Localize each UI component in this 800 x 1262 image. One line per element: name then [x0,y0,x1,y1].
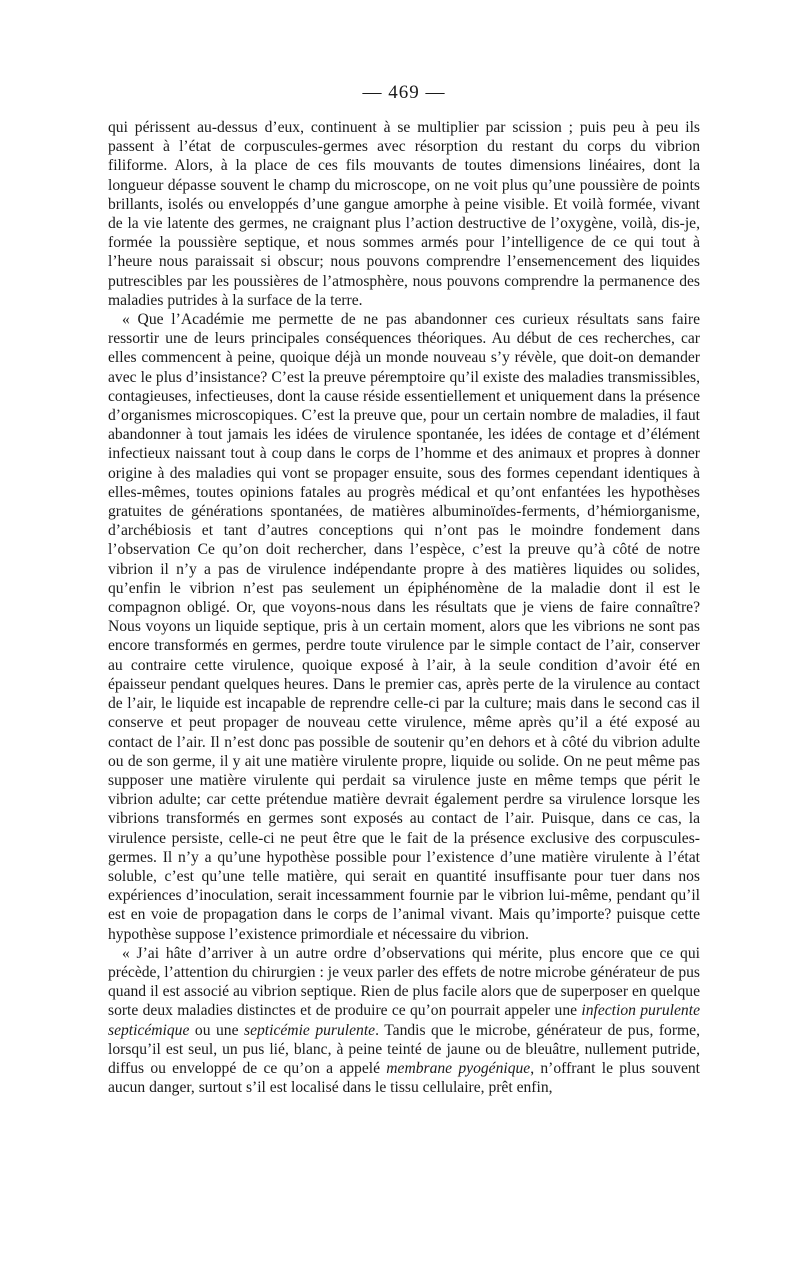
body-text [108,118,700,1097]
paragraph-3-text-d: , n’offrant le plus souvent aucun danger, surtout s’il est localisé dans le tissu cellulaire, prêt enfin, [108,1059,700,1097]
paragraph-2: « Que l’Académie me permette de ne pas abandonner ces curieux résultats sans faire ressortir une de leurs principales conséquences théoriques. Au début de ces recherches, car elles commencent à peine, quoique déjà un monde nouveau s’y révèle, que doit-on demander avec le plus d’insistance? C’est la preuve péremptoire qu’il existe des maladies transmissibles, contagieuses, infectieuses, dont la cause réside essentiellement et uniquement dans la présence d’organismes microscopiques. C’est la preuve que, pour un certain nombre de maladies, il faut abandonner à tout jamais les idées de virulence spontanée, les idées de contage et d’élément infectieux naissant tout à coup dans le corps de l’homme et des animaux et propres à donner origine à des maladies qui vont se propager ensuite, sous des formes cependant identiques à elles-mêmes, toutes opinions fatales au progrès médical et qu’ont enfantées les hypothèses gratuites de générations spontanées, de matières albuminoïdes-ferments, d’hémiorganisme, d’archébiosis et tant d’autres conceptions qui n’ont pas le moindre fondement dans l’observation Ce qu’on doit rechercher, dans l’espèce, c’est la preuve qu’à côté de notre vibrion il n’y a pas de virulence indépendante propre à des matières liquides ou solides, qu’enfin le vibrion n’est pas seulement un épiphénomène de la maladie dont il est le compagnon obligé. Or, que voyons-nous dans les résultats que je viens de faire connaître? Nous voyons un liquide septique, pris à un certain moment, alors que les vibrions ne sont pas encore transformés en germes, perdre toute virulence par le simple contact de l’air, conserver au contraire cette virulence, quoique exposé à l’air, à la seule condition d’avoir été en épaisseur pendant quelques heures. Dans le premier cas, après perte de la virulence au contact de l’air, le liquide est incapable de reprendre celle-ci par la culture; mais dans le second cas il conserve et peut propager de nouveau cette virulence, même après qu’il a été exposé au contact de l’air. Il n’est donc pas possible de soutenir qu’en dehors et à côté du vibrion adulte ou de son germe, il y ait une matière virulente propre, liquide ou solide. On ne peut même pas supposer une matière virulente qui perdait sa virulence juste en même temps que périt le vibrion adulte; car cette prétendue matière devrait également perdre sa virulence lorsque les vibrions transformés en germes sont exposés au contact de l’air. Puisque, dans ce cas, la virulence persiste, celle-ci ne peut être que le fait de la présence exclusive des corpuscules-germes. Il n’y a qu’une hypothèse possible pour l’existence d’une matière virulente à l’état soluble, c’est qu’une telle matière, qui serait en quantité insuffisante pour tuer dans nos expériences d’inoculation, serait incessamment fournie par le vibrion lui-même, pendant qu’il est en voie de propagation dans le corps de l’animal vivant. Mais qu’importe? puisque cette hypothèse suppose l’existence primordiale et nécessaire du vibrion. [108,311,700,943]
paragraph-1: qui périssent au-dessus d’eux, continuent à se multiplier par scission ; puis peu à peu ils passent à l’état de corpuscules-germes avec résorption du restant du corps du vibrion filiforme. Alors, à la place de ces fils mouvants de toutes dimensions linéaires, dont la longueur dépasse souvent le champ du microscope, on ne voit plus qu’une poussière de points brillants, isolés ou enveloppés d’une gangue amorphe à peine visible. Et voilà formée, vivant de la vie latente des germes, ne craignant plus l’action destructive de l’oxygène, voilà, dis-je, formée la poussière septique, et nous sommes armés pour l’intelligence de ce qui tout à l’heure nous paraissait si obscur; nous pouvons comprendre l’ensemencement des liquides putrescibles par les poussières de l’atmosphère, nous pouvons comprendre la permanence des maladies putrides à la surface de la terre. [108,119,700,309]
paragraph-3-italic-term-2: septicémie purulente [244,1021,376,1039]
document-page [108,82,700,1097]
page-number: — 469 — [362,82,446,103]
paragraph-3-text-b: ou une [189,1021,245,1039]
paragraph-3-italic-term-1: infection purulente septicémique [108,1002,700,1039]
paragraph-3-text-c: . Tandis que le microbe, générateur de pus, forme, lorsqu’il est seul, un pus lié, blanc, à peine teinté de jaune ou de bleuâtre, nullement putride, diffus ou enveloppé de ce qu’on a appelé [108,1021,700,1077]
paragraph-3-italic-term-3: membrane pyogénique [386,1059,531,1077]
paragraph-3-text-a: « J’ai hâte d’arriver à un autre ordre d’observations qui mérite, plus encore que ce qui précède, l’attention du chirurgien : je veux parler des effets de notre microbe générateur de pus quand il est associé au vibrion septique. Rien de plus facile alors que de superposer en quelque sorte deux maladies distinctes et de produire ce qu’on pourrait appeler une [108,944,700,1020]
paragraph-3 [108,944,700,1098]
